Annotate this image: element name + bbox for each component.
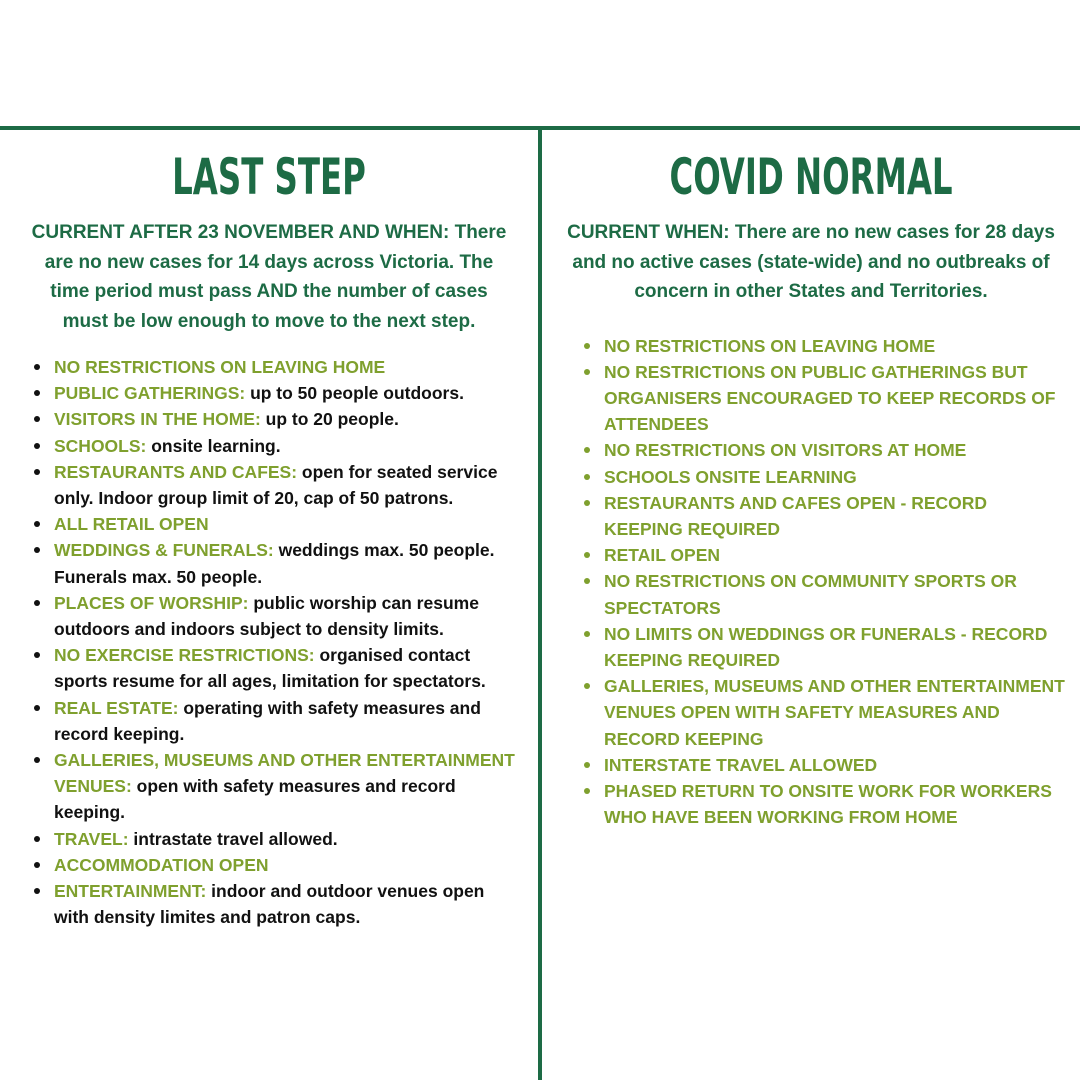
last-step-intro: CURRENT AFTER 23 NOVEMBER AND WHEN: There are no new cases for 14 days across Victoria. The time period must pass AND the number of cases must be low enough to move to the next step. [31,222,507,332]
item-detail: public worship can resume outdoors and indoors subject to density limits. [54,592,479,640]
item-label: RESTAURANTS AND CAFES OPEN - RECORD KEEPING REQUIRED [604,492,988,539]
item-label: SCHOOLS ONSITE LEARNING [604,466,857,487]
item-label: GALLERIES, MUSEUMS AND OTHER ENTERTAINMENT VENUES: [54,750,515,797]
bullet-icon [34,547,40,553]
bullet-icon [584,474,590,480]
list-item [30,380,522,406]
item-detail: onsite learning. [146,435,281,456]
item-detail: organised contact sports resume for all ages, limitation for spectators. [54,645,486,692]
last-step-title: LAST STEP [172,148,366,206]
item-label: PUBLIC GATHERINGS: [54,383,246,404]
item-label: RESTAURANTS AND CAFES: [54,461,298,482]
item-label: GALLERIES, MUSEUMS AND OTHER ENTERTAINMENT VENUES OPEN WITH SAFETY MEASURES AND RECORD KEEPING [604,676,1065,749]
covid-normal-title: COVID NORMAL [669,148,953,206]
bullet-icon [34,836,40,842]
covid-normal-list [580,333,1066,831]
bullet-icon [34,390,40,396]
list-item [580,437,1066,463]
list-item [580,568,1066,620]
bullet-icon [584,500,590,506]
item-label: SCHOOLS: [54,435,147,456]
list-item [580,673,1066,752]
list-item [30,406,522,432]
bullet-icon [584,631,590,637]
bullet-icon [34,364,40,370]
list-item [580,778,1066,830]
covid-normal-column [542,130,1080,830]
item-label: NO LIMITS ON WEDDINGS OR FUNERALS - RECORD KEEPING REQUIRED [604,623,1048,670]
item-detail: intrastate travel allowed. [128,828,338,849]
bullet-icon [34,888,40,894]
bullet-icon [584,343,590,349]
list-item [30,878,522,930]
last-step-list [30,354,522,930]
list-item [580,359,1066,438]
item-detail: up to 20 people. [260,409,399,430]
item-label: RETAIL OPEN [604,545,721,566]
bullet-icon [584,683,590,689]
item-detail: open with safety measures and record keeping. [54,776,456,823]
list-item [30,590,522,642]
list-item [580,490,1066,542]
item-label: NO RESTRICTIONS ON COMMUNITY SPORTS OR SPECTATORS [604,571,1017,618]
item-detail: indoor and outdoor venues open with density limites and patron caps. [54,881,485,928]
item-label: NO RESTRICTIONS ON LEAVING HOME [54,357,386,377]
bullet-icon [34,862,40,868]
bullet-icon [34,521,40,527]
covid-normal-intro: CURRENT WHEN: There are no new cases for 28 days and no active cases (state-wide) and no outbreaks of concern in other States and Territories. [567,222,1055,302]
list-item [30,852,522,878]
list-item [30,537,522,589]
bullet-icon [584,788,590,794]
list-item [580,621,1066,673]
list-item [580,542,1066,568]
item-label: PLACES OF WORSHIP: [54,592,249,613]
item-label: ACCOMMODATION OPEN [54,854,269,875]
item-label: NO RESTRICTIONS ON PUBLIC GATHERINGS BUT ORGANISERS ENCOURAGED TO KEEP RECORDS OF ATTENDEES [604,361,1056,435]
item-detail: up to 50 people outdoors. [245,383,464,404]
bullet-icon [34,705,40,711]
list-item [30,826,522,852]
list-item [580,333,1066,359]
bullet-icon [34,469,40,475]
list-item [30,354,522,380]
list-item [30,747,522,826]
item-detail: operating with safety measures and record keeping. [54,697,481,744]
bullet-icon [34,416,40,422]
item-label: VISITORS IN THE HOME: [54,409,261,430]
item-detail: weddings max. 50 people. Funerals max. 50 people. [54,540,495,587]
item-label: REAL ESTATE: [54,697,179,718]
bullet-icon [34,757,40,763]
list-item [580,752,1066,778]
bullet-icon [584,762,590,768]
item-detail: open for seated service only. Indoor group limit of 20, cap of 50 patrons. [54,461,498,509]
item-label: TRAVEL: [54,828,129,849]
list-item [30,642,522,694]
item-label: ENTERTAINMENT: [54,881,207,902]
bullet-icon [34,652,40,658]
bullet-icon [584,578,590,584]
item-label: PHASED RETURN TO ONSITE WORK FOR WORKERS WHO HAVE BEEN WORKING FROM HOME [604,780,1052,828]
bullet-icon [584,447,590,453]
bullet-icon [584,369,590,375]
item-label: WEDDINGS & FUNERALS: [54,540,274,561]
list-item [30,459,522,511]
list-item [580,464,1066,490]
bullet-icon [34,600,40,606]
last-step-column [0,130,538,930]
item-label: INTERSTATE TRAVEL ALLOWED [604,754,878,775]
item-label: NO RESTRICTIONS ON LEAVING HOME [604,335,936,356]
item-label: NO EXERCISE RESTRICTIONS: [54,645,315,666]
list-item [30,511,522,537]
list-item [30,695,522,747]
item-label: NO RESTRICTIONS ON VISITORS AT HOME [604,440,967,461]
item-label: ALL RETAIL OPEN [54,514,209,535]
list-item [30,433,522,459]
bullet-icon [34,443,40,449]
bullet-icon [584,552,590,558]
